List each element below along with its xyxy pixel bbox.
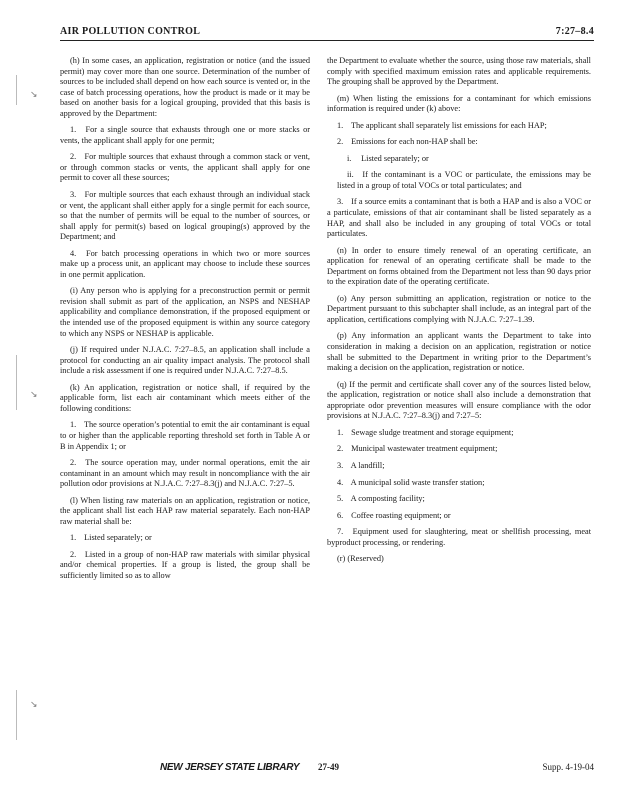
list-item-text: A composting facility; <box>350 494 425 504</box>
list-item-text: For a single source that exhausts through one or more stacks or vents, the applicant shall apply for one permit; <box>60 125 310 145</box>
list-item-text: A landfill; <box>350 460 385 470</box>
list-item-text: Listed separately; or <box>361 153 429 163</box>
paragraph-text: the Department to evaluate whether the source, using those raw materials, shall comply with specified maximum emission rates and applicable requirements. The grouping shall be approved by the Department. <box>327 56 591 87</box>
paragraph-text: (l) When listing raw materials on an application, registration or notice, the applicant shall list each HAP raw material separately. Each non-HAP raw material shall be: <box>60 495 310 526</box>
list-item <box>327 511 591 522</box>
list-item-number: 2. <box>70 458 77 468</box>
sub-list-item <box>337 154 591 165</box>
page-footer <box>60 762 594 776</box>
list-item-text: Municipal wastewater treatment equipment; <box>351 444 498 454</box>
list-item-number: 1. <box>70 420 77 430</box>
margin-annotation-mark: ↘ <box>30 390 38 400</box>
list-item-text: The source operation’s potential to emit the air contaminant is equal to or higher than the applicable reporting threshold set forth in Table A or B in Appendix 1; or <box>60 420 310 451</box>
paragraph <box>60 286 310 339</box>
paragraph <box>327 94 591 115</box>
list-item <box>327 461 591 472</box>
list-item <box>327 527 591 548</box>
paragraph <box>327 380 591 422</box>
list-item <box>60 125 310 146</box>
list-item <box>327 197 591 239</box>
paragraph <box>60 496 310 528</box>
list-item <box>327 494 591 505</box>
paragraph <box>60 56 310 119</box>
sub-list-item <box>337 170 591 191</box>
list-item-number: ii. <box>347 170 354 180</box>
paragraph <box>327 246 591 288</box>
list-item-number: 1. <box>337 427 344 437</box>
paragraph <box>327 554 591 565</box>
paragraph-text: (i) Any person who is applying for a preconstruction permit or permit revision shall submit as part of the application, an NSPS and NESHAP applicability and compliance demonstration, if the proposed equipment or the intended use of the proposed equipment is within any source category to which any NSPS or NESHAP is applicable. <box>60 286 310 338</box>
list-item-text: For batch processing operations in which two or more sources make up a process unit, an applicant may choose to include these sources in one permit application. <box>60 248 310 279</box>
paragraph-text: (h) In some cases, an application, registration or notice (and the issued permit) may cover more than one source. Determination of the number of sources to be included shall depend on how each source is vented or, in the case of batch processing operations, how the product is made or it may be based on another basis for a logical grouping, provided that this basis is approved by the Department: <box>60 56 310 118</box>
list-item-text: A municipal solid waste transfer station; <box>350 477 485 487</box>
list-item <box>60 420 310 452</box>
paragraph-text: (o) Any person submitting an application, registration or notice to the Department pursuant to this subchapter shall include, as an integral part of the application, certifications complying with N.J.A.C. 7:27–1.39. <box>327 293 591 324</box>
list-item-text: The applicant shall separately list emissions for each HAP; <box>350 120 547 130</box>
supplement-date: Supp. 4-19-04 <box>542 762 594 772</box>
list-item-text: Coffee roasting equipment; or <box>351 510 451 520</box>
list-item-text: Emissions for each non-HAP shall be: <box>351 137 478 147</box>
paragraph-text: (r) (Reserved) <box>337 554 384 564</box>
list-item-number: 3. <box>337 460 344 470</box>
list-item <box>327 137 591 148</box>
list-item-text: The source operation may, under normal operations, emit the air contaminant in an amount which may result in noncompliance with the air pollution odor provisions at N.J.A.C. 7:27–8.3(j) and N.J.A.C. 7:27–5. <box>60 458 310 489</box>
right-column <box>327 56 591 571</box>
list-item-number: 1. <box>337 120 344 130</box>
list-item-number: 1. <box>70 125 77 135</box>
left-column <box>60 56 310 588</box>
list-item <box>327 478 591 489</box>
paragraph <box>60 383 310 415</box>
list-item-text: Listed separately; or <box>84 533 152 543</box>
list-item-text: For multiple sources that exhaust through a common stack or vent, or through common stacks or vents, the applicant shall apply for one permit to cover all these sources; <box>60 152 310 183</box>
list-item-number: 2. <box>70 549 77 559</box>
margin-annotation-mark: ↘ <box>30 700 38 710</box>
list-item-number: 2. <box>70 152 77 162</box>
margin-scan-mark <box>16 355 17 410</box>
list-item-text: Equipment used for slaughtering, meat or shellfish processing, meat byproduct processing, or rendering. <box>327 527 592 547</box>
paragraph-text: (j) If required under N.J.A.C. 7:27–8.5, an application shall include a protocol for conducting an air quality impact analysis. The protocol shall include a risk assessment if one is required under N.J.A.C. 7:27–8.5. <box>60 345 310 376</box>
running-header <box>60 26 594 41</box>
list-item-text: If the contaminant is a VOC or particulate, the emissions may be listed in a group of total VOCs or total particulates; and <box>337 170 591 190</box>
list-item-number: 6. <box>337 510 344 520</box>
list-item <box>327 444 591 455</box>
list-item-number: 5. <box>337 494 344 504</box>
margin-annotation-mark: ↘ <box>30 90 38 100</box>
list-item-number: i. <box>347 153 352 163</box>
list-item <box>60 190 310 243</box>
list-item <box>327 428 591 439</box>
paragraph <box>327 294 591 326</box>
list-item-number: 4. <box>337 477 344 487</box>
list-item-text: If a source emits a contaminant that is both a HAP and is also a VOC or a particulate, emissions of that air contaminant shall be listed separately as a HAP, and shall also be included in any grouping of total VOCs or total particulates. <box>327 197 591 239</box>
paragraph-text: (q) If the permit and certificate shall cover any of the sources listed below, the application, registration or notice shall also include a demonstration that appropriate odor prevention measures will ensure compliance with the odor provisions at N.J.A.C. 7:27–8.3(j) and 7:27–5: <box>327 379 591 421</box>
list-item <box>60 458 310 490</box>
list-item <box>60 152 310 184</box>
paragraph <box>327 56 591 88</box>
header-section-number: 7:27–8.4 <box>555 26 594 37</box>
list-item-number: 2. <box>337 444 344 454</box>
list-item <box>60 533 310 544</box>
paragraph <box>327 331 591 373</box>
paragraph-text: (p) Any information an applicant wants the Department to take into consideration in making a decision on an application, registration or notice shall be submitted to the Department in writing prior to the Department’s making a decision on the application, registration or notice. <box>327 331 591 373</box>
list-item-text: For multiple sources that each exhaust through an individual stack or vent, the applicant shall either apply for a single permit for each source, so that the number of permits will be equal to the number of sources, or shall apply for permit(s) based on logical grouping(s) approved by the Department; and <box>60 190 311 242</box>
list-item <box>60 249 310 281</box>
list-item-number: 7. <box>337 527 344 537</box>
margin-scan-mark <box>16 75 17 105</box>
paragraph <box>60 345 310 377</box>
list-item-text: Sewage sludge treatment and storage equipment; <box>351 427 514 437</box>
header-title: AIR POLLUTION CONTROL <box>60 26 201 37</box>
list-item <box>327 121 591 132</box>
paragraph-text: (n) In order to ensure timely renewal of an operating certificate, an application for renewal of an operating certificate shall be made to the Department on forms obtained from the Department not less than 90 days prior to the expiration date of the operating certificate. <box>327 245 591 287</box>
list-item-number: 3. <box>70 190 77 200</box>
list-item-number: 4. <box>70 248 77 258</box>
library-stamp: NEW JERSEY STATE LIBRARY <box>160 762 300 773</box>
list-item-text: Listed in a group of non-HAP raw materials with similar physical and/or chemical properties. If a group is listed, the group shall be sufficiently limited so as to allow <box>60 549 310 580</box>
list-item <box>60 550 310 582</box>
margin-scan-mark <box>16 690 17 740</box>
list-item-number: 3. <box>337 197 344 207</box>
list-item-number: 1. <box>70 533 77 543</box>
paragraph-text: (m) When listing the emissions for a contaminant for which emissions information is required under (k) above: <box>327 93 591 114</box>
list-item-number: 2. <box>337 137 344 147</box>
page-number: 27-49 <box>318 762 339 772</box>
paragraph-text: (k) An application, registration or notice shall, if required by the applicable form, list each air contaminant which meets either of the following conditions: <box>60 382 310 413</box>
